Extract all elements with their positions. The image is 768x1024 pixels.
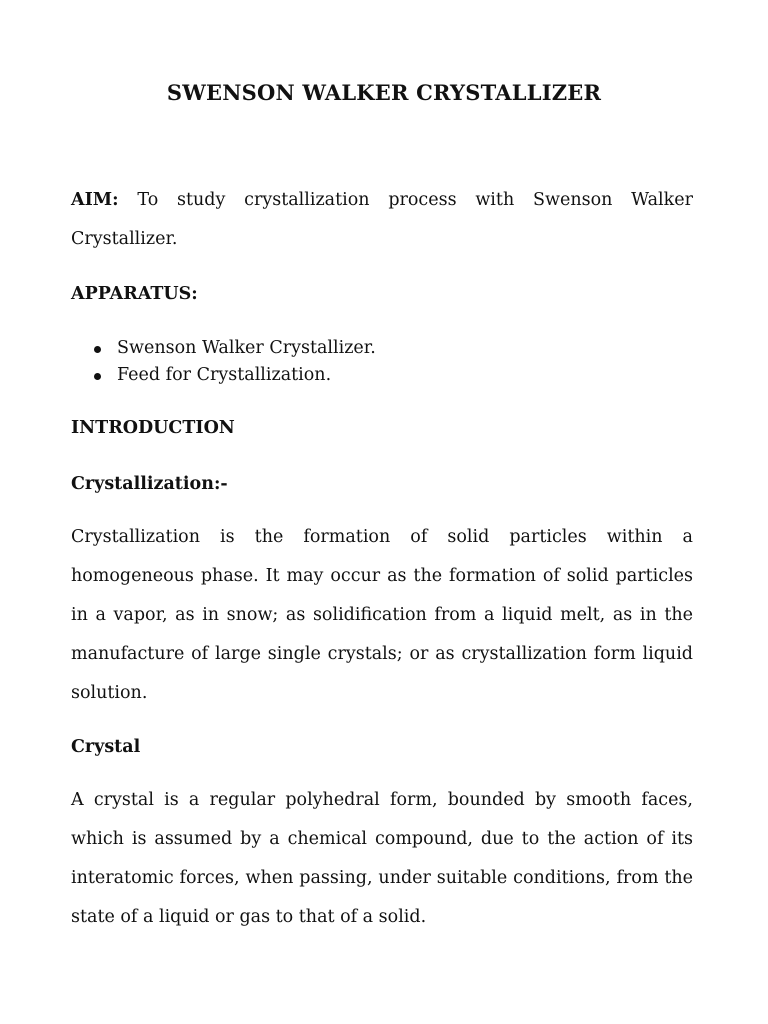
- apparatus-heading: APPARATUS:: [71, 284, 198, 304]
- apparatus-list: [71, 335, 376, 389]
- crystallization-paragraph: Crystallization is the formation of solid particles within a homogeneous phase. It may occur as the formation of solid particles in a vapor, as in snow; as solidification from a liquid melt, as in the manufacture of large single crystals; or as crystallization form liquid solution.: [71, 527, 693, 703]
- apparatus-item-label: Feed for Crystallization.: [117, 365, 332, 385]
- list-item: [71, 335, 376, 362]
- bullet-icon: [94, 346, 101, 353]
- aim-paragraph: [71, 181, 693, 259]
- apparatus-item-label: Swenson Walker Crystallizer.: [117, 338, 376, 358]
- list-item: [71, 362, 376, 389]
- introduction-heading: INTRODUCTION: [71, 418, 235, 438]
- crystal-heading: Crystal: [71, 737, 141, 757]
- document-title: SWENSON WALKER CRYSTALLIZER: [166, 80, 602, 105]
- crystallization-heading: Crystallization:-: [71, 474, 228, 494]
- aim-text: To study crystallization process with Swenson Walker Crystallizer.: [71, 190, 693, 249]
- bullet-icon: [94, 373, 101, 380]
- aim-label: AIM:: [71, 190, 119, 210]
- crystal-paragraph: A crystal is a regular polyhedral form, bounded by smooth faces, which is assumed by a chemical compound, due to the action of its interatomic forces, when passing, under suitable conditions, from the state of a liquid or gas to that of a solid.: [71, 790, 693, 927]
